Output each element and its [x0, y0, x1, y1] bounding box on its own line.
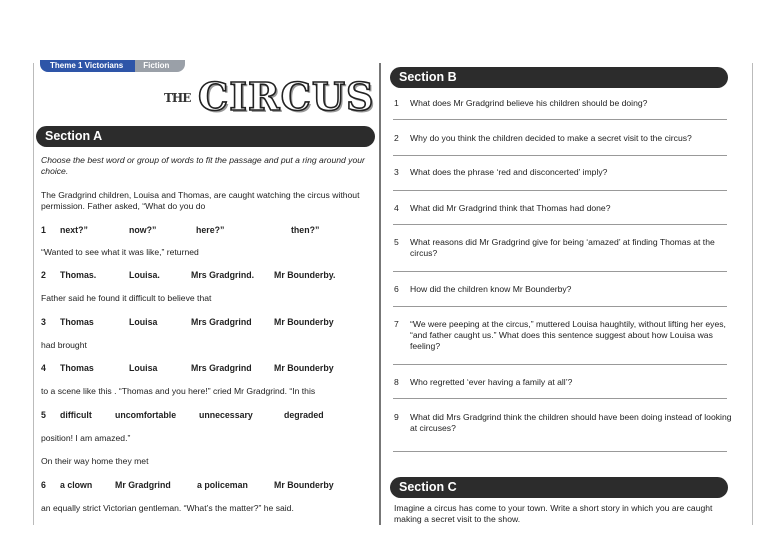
logo-title: CIRCUS: [198, 74, 375, 119]
question-6-options: [41, 480, 371, 492]
option[interactable]: Mr Bounderby: [274, 317, 334, 327]
option[interactable]: Mrs Gradgrind: [191, 363, 252, 373]
question-number: 7: [394, 319, 399, 329]
option[interactable]: Mr Gradgrind: [115, 480, 171, 490]
question-number: 1: [41, 225, 46, 235]
passage-line: position! I am amazed.”: [41, 433, 131, 443]
question-number: 2: [394, 133, 399, 143]
section-a-instruction: Choose the best word or group of words to fit the passage and put a ring around your choice.: [41, 155, 365, 176]
option[interactable]: Louisa: [129, 317, 158, 327]
question-number: 9: [394, 412, 399, 422]
question-number: 6: [41, 480, 46, 490]
option[interactable]: Thomas: [60, 317, 94, 327]
option[interactable]: Mr Bounderby.: [274, 270, 336, 280]
question-text: What did Mr Gradgrind think that Thomas had done?: [410, 203, 611, 213]
answer-line[interactable]: [393, 398, 727, 399]
option[interactable]: next?”: [60, 225, 88, 235]
logo-the: THE: [164, 91, 191, 105]
question-3-options: [41, 317, 371, 329]
option[interactable]: Louisa: [129, 363, 158, 373]
question-number: 5: [41, 410, 46, 420]
section-a-header: Section A: [36, 126, 375, 147]
question-text: What does the phrase ‘red and disconcerted’ imply?: [410, 167, 608, 177]
theme-label: Theme 1 Victorians: [40, 60, 135, 72]
question-text: How did the children know Mr Bounderby?: [410, 284, 572, 294]
question-text: “We were peeping at the circus,” muttered Louisa haughtily, without lifting her eyes, “and father caught us.” What does this sentence suggest about how Louisa was feeling?: [410, 319, 726, 351]
answer-line[interactable]: [393, 119, 727, 120]
column-divider: [379, 63, 381, 525]
question-text: Why do you think the children decided to make a secret visit to the circus?: [410, 133, 692, 143]
passage-line: Father said he found it difficult to believe that: [41, 293, 212, 303]
answer-line[interactable]: [393, 271, 727, 272]
option[interactable]: Mrs Gradgrind: [191, 317, 252, 327]
question-number: 3: [41, 317, 46, 327]
question-number: 6: [394, 284, 399, 294]
genre-label: Fiction: [135, 60, 185, 72]
theme-tab: [40, 60, 185, 72]
option[interactable]: a clown: [60, 480, 93, 490]
question-number: 3: [394, 167, 399, 177]
page-border-left: [33, 63, 34, 525]
question-5-options: [41, 410, 371, 422]
question-text: What did Mrs Gradgrind think the children should have been doing instead of looking at circuses?: [410, 412, 732, 433]
passage-line: to a scene like this . “Thomas and you here!” cried Mr Gradgrind. “In this: [41, 386, 316, 396]
question-text: What reasons did Mr Gradgrind give for being ‘amazed’ at finding Thomas at the circus?: [410, 237, 715, 258]
question-number: 2: [41, 270, 46, 280]
question-4-options: [41, 363, 371, 375]
option[interactable]: here?”: [196, 225, 225, 235]
option[interactable]: Thomas.: [60, 270, 97, 280]
question-text: Who regretted ‘ever having a family at all’?: [410, 377, 573, 387]
circus-logo: [164, 74, 375, 119]
question-number: 5: [394, 237, 399, 247]
question-2-options: [41, 270, 371, 282]
answer-line[interactable]: [393, 451, 727, 452]
question-text: What does Mr Gradgrind believe his children should be doing?: [410, 98, 648, 108]
option[interactable]: degraded: [284, 410, 324, 420]
question-number: 8: [394, 377, 399, 387]
answer-line[interactable]: [393, 155, 727, 156]
option[interactable]: then?”: [291, 225, 320, 235]
option[interactable]: Mr Bounderby: [274, 363, 334, 373]
passage-line: On their way home they met: [41, 456, 149, 466]
section-c-header: Section C: [390, 477, 728, 498]
option[interactable]: Mr Bounderby: [274, 480, 334, 490]
passage-line: had brought: [41, 340, 87, 350]
question-number: 4: [394, 203, 399, 213]
question-number: 1: [394, 98, 399, 108]
page-border-right: [752, 63, 753, 525]
option[interactable]: unnecessary: [199, 410, 253, 420]
answer-line[interactable]: [393, 364, 727, 365]
option[interactable]: uncomfortable: [115, 410, 177, 420]
option[interactable]: Mrs Gradgrind.: [191, 270, 255, 280]
passage-line: an equally strict Victorian gentleman. “What’s the matter?” he said.: [41, 503, 294, 513]
passage-line: “Wanted to see what it was like,” returned: [41, 247, 199, 257]
question-1-options: [41, 225, 371, 237]
section-c-prompt: Imagine a circus has come to your town. Write a short story in which you are caught making a secret visit to the show.: [394, 503, 713, 524]
question-number: 4: [41, 363, 46, 373]
option[interactable]: a policeman: [197, 480, 248, 490]
option[interactable]: Thomas: [60, 363, 94, 373]
answer-line[interactable]: [393, 190, 727, 191]
section-b-header: Section B: [390, 67, 728, 88]
answer-line[interactable]: [393, 306, 727, 307]
option[interactable]: difficult: [60, 410, 92, 420]
option[interactable]: Louisa.: [129, 270, 160, 280]
option[interactable]: now?”: [129, 225, 157, 235]
passage-intro: The Gradgrind children, Louisa and Thomas, are caught watching the circus without permission. Father asked, “What do you do: [41, 190, 360, 211]
answer-line[interactable]: [393, 224, 727, 225]
